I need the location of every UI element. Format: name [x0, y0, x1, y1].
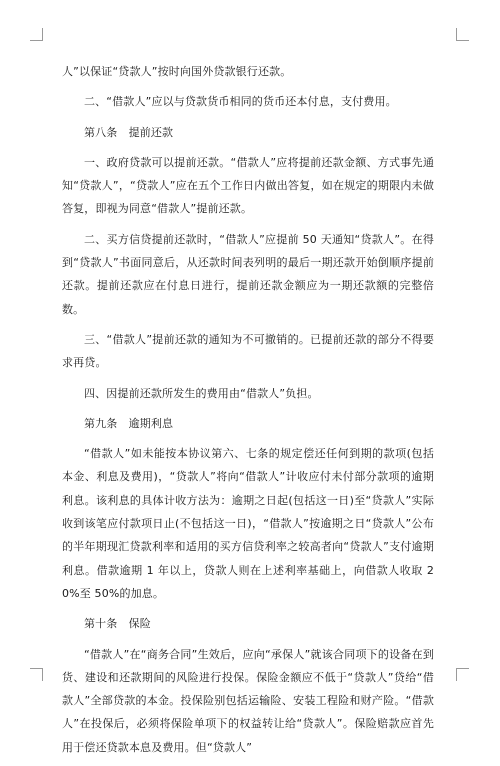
- article-10-heading: 第十条 保险: [84, 617, 151, 631]
- crop-mark-top-left: [30, 28, 43, 41]
- paragraph-insurance: “借款人”在“商务合同”生效后，应向“承保人”就该合同项下的设备在到货、建设和还款期间的风险进行投保。保险金额应不低于“贷款人”贷给“借款人”全部贷款的本金。投保险别包括运输险、安装工程险和财产险。“借款人”在投保后，必须将保险单项下的权益转让给“贷款人”。保险赔款应首先用于偿还贷款本息及费用。但“贷款人”: [62, 647, 434, 754]
- document-body: [62, 60, 434, 766]
- paragraph-prepayment-4: 四、因提前还款所发生的费用由“借款人”负担。: [84, 386, 319, 400]
- paragraph-prepayment-2: 二、买方信贷提前还款时，“借款人”应提前 50 天通知“贷款人”。在得到“贷款人”书面同意后，从还款时间表列明的最后一期还款开始倒顺序提前还款。提前还款应在付息日进行，提前还款金额应为一期还款额的完整倍数。: [62, 232, 434, 316]
- paragraph-continued: 人”以保证“贷款人”按时向国外贷款银行还款。: [62, 65, 292, 78]
- paragraph-currency: 二、“借款人”应以与贷款货币相同的货币还本付息，支付费用。: [84, 95, 397, 109]
- article-9-heading: 第九条 逾期利息: [84, 416, 174, 430]
- article-8-heading: 第八条 提前还款: [84, 125, 174, 139]
- paragraph-prepayment-3: 三、“借款人”提前还款的通知为不可撤销的。已提前还款的部分不得要求再贷。: [62, 332, 434, 370]
- crop-mark-top-right: [456, 28, 469, 41]
- paragraph-prepayment-1: 一、政府贷款可以提前还款。“借款人”应将提前还款金额、方式事先通知“贷款人”，“贷款人”应在五个工作日内做出答复，如在规定的期限内未做答复，即视为同意“借款人”提前还款。: [62, 155, 434, 216]
- crop-mark-bottom-left: [30, 668, 43, 681]
- crop-mark-bottom-right: [456, 668, 469, 681]
- paragraph-overdue-interest: “借款人”如未能按本协议第六、七条的规定偿还任何到期的款项(包括本金、利息及费用)，“贷款人”将向“借款人”计收应付未付部分款项的逾期利息。该利息的具体计收方法为：逾期之日起(包括这一日)至“贷款人”实际收到该笔应付款项日止(不包括这一日)，“借款人”按逾期之日“贷款人”公布的半年期现汇贷款利率和适用的买方信贷利率之较高者向“贷款人”支付逾期利息。借款逾期 1 年以上，贷款人则在上述利率基础上，向借款人收取 20%至 50%的加息。: [62, 447, 434, 600]
